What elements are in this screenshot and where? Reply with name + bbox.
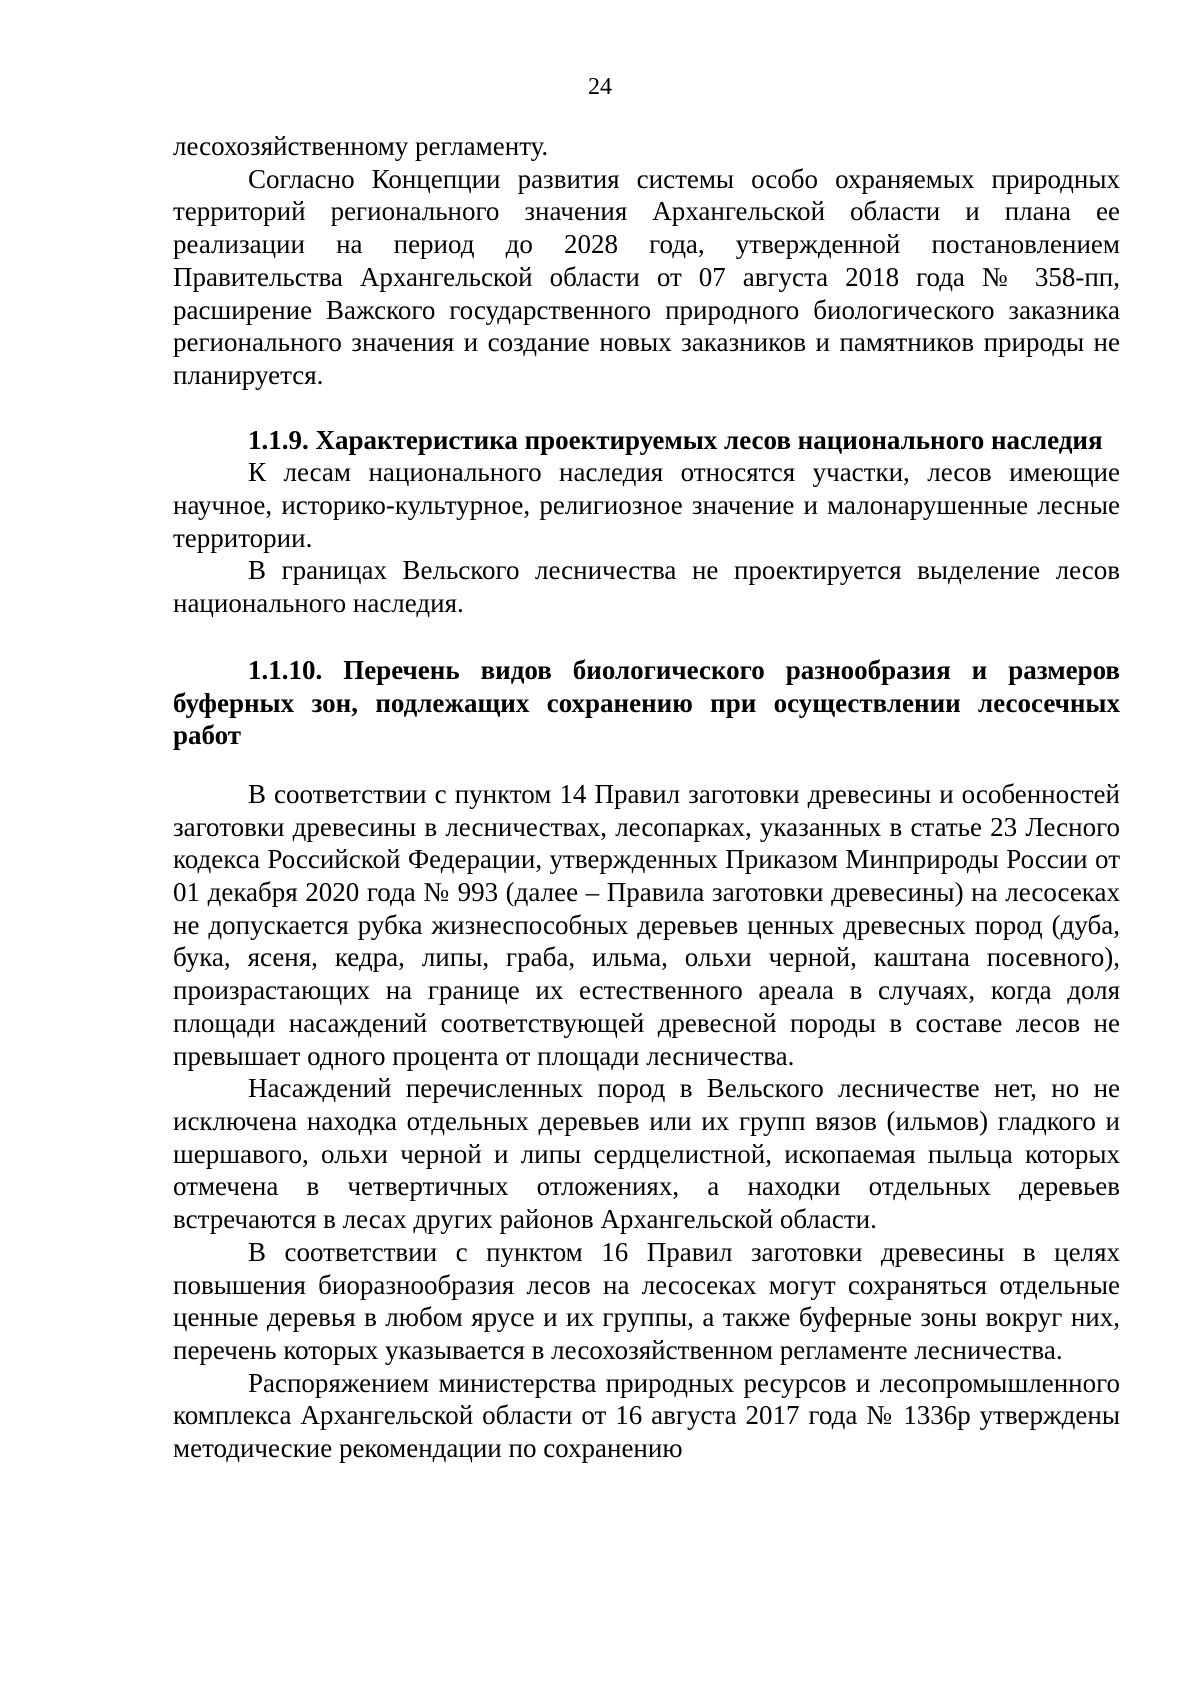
spacer (173, 392, 1120, 424)
spacer (173, 752, 1120, 778)
section-heading-1-1-10: 1.1.10. Перечень видов биологического разнообразия и размеров буферных зон, подлежащих сохранению при осуществлении лесосечных работ (173, 654, 1120, 751)
paragraph-ministry-order: Распоряжением министерства природных ресурсов и лесопромышленного комплекса Архангельской области от 16 августа 2017 года № 1336р утверждены методические рекомендации по сохранению (173, 1367, 1120, 1464)
paragraph-continuation: лесохозяйственному регламенту. (173, 131, 549, 161)
paragraph-heritage-forests: К лесам национального наследия относятся участки, лесов имеющие научное, историко-культурное, религиозное значение и малонарушенные лесные территории. (173, 457, 1120, 553)
section-heading-1-1-9: 1.1.9. Характеристика проектируемых лесов национального наследия (248, 424, 1103, 455)
page-number: 24 (588, 74, 612, 100)
page-content (173, 130, 1120, 1465)
paragraph-species-absence: Насаждений перечисленных пород в Вельского лесничестве нет, но не исключена находка отдельных деревьев или их групп вязов (ильмов) гладкого и шершавого, ольхи черной и липы сердцелистной, ископаемая пыльца которых отмечена в четвертичных отложениях, а находки отдельных деревьев встречаются в лесах других районов Архангельской области. (173, 1073, 1120, 1235)
paragraph-rules-point-16: В соответствии с пунктом 16 Правил заготовки древесины в целях повышения биоразнообразия лесов на лесосеках могут сохраняться отдельные ценные деревья в любом ярусе и их группы, а также буферные зоны вокруг них, перечень которых указывается в лесохозяйственном регламенте лесничества. (173, 1236, 1120, 1365)
paragraph-concept: Согласно Концепции развития системы особо охраняемых природных территорий регионального значения Архангельской области и плана ее реализации на период до 2028 года, утвержденной постановлением Правительства Архангельской области от 07 августа 2018 года № 358-пп, расширение Важского государственного природного биологического заказника регионального значения и создание новых заказников и памятников природы не планируется. (173, 163, 1120, 390)
paragraph-rules-point-14: В соответствии с пунктом 14 Правил заготовки древесины и особенностей заготовки древесины в лесничествах, лесопарках, указанных в статье 23 Лесного кодекса Российской Федерации, утвержденных Приказом Минприроды России от 01 декабря 2020 года № 993 (далее – Правила заготовки древесины) на лесосеках не допускается рубка жизнеспособных деревьев ценных древесных пород (дуба, бука, ясеня, кедра, липы, граба, ильма, ольхи черной, каштана посевного), произрастающих на границе их естественного ареала в случаях, когда доля площади насаждений соответствующей древесной породы в составе лесов не превышает одного процента от площади лесничества. (173, 778, 1120, 1071)
paragraph-velsk-heritage: В границах Вельского лесничества не проектируется выделение лесов национального наследия. (173, 555, 1120, 619)
spacer (173, 620, 1120, 654)
